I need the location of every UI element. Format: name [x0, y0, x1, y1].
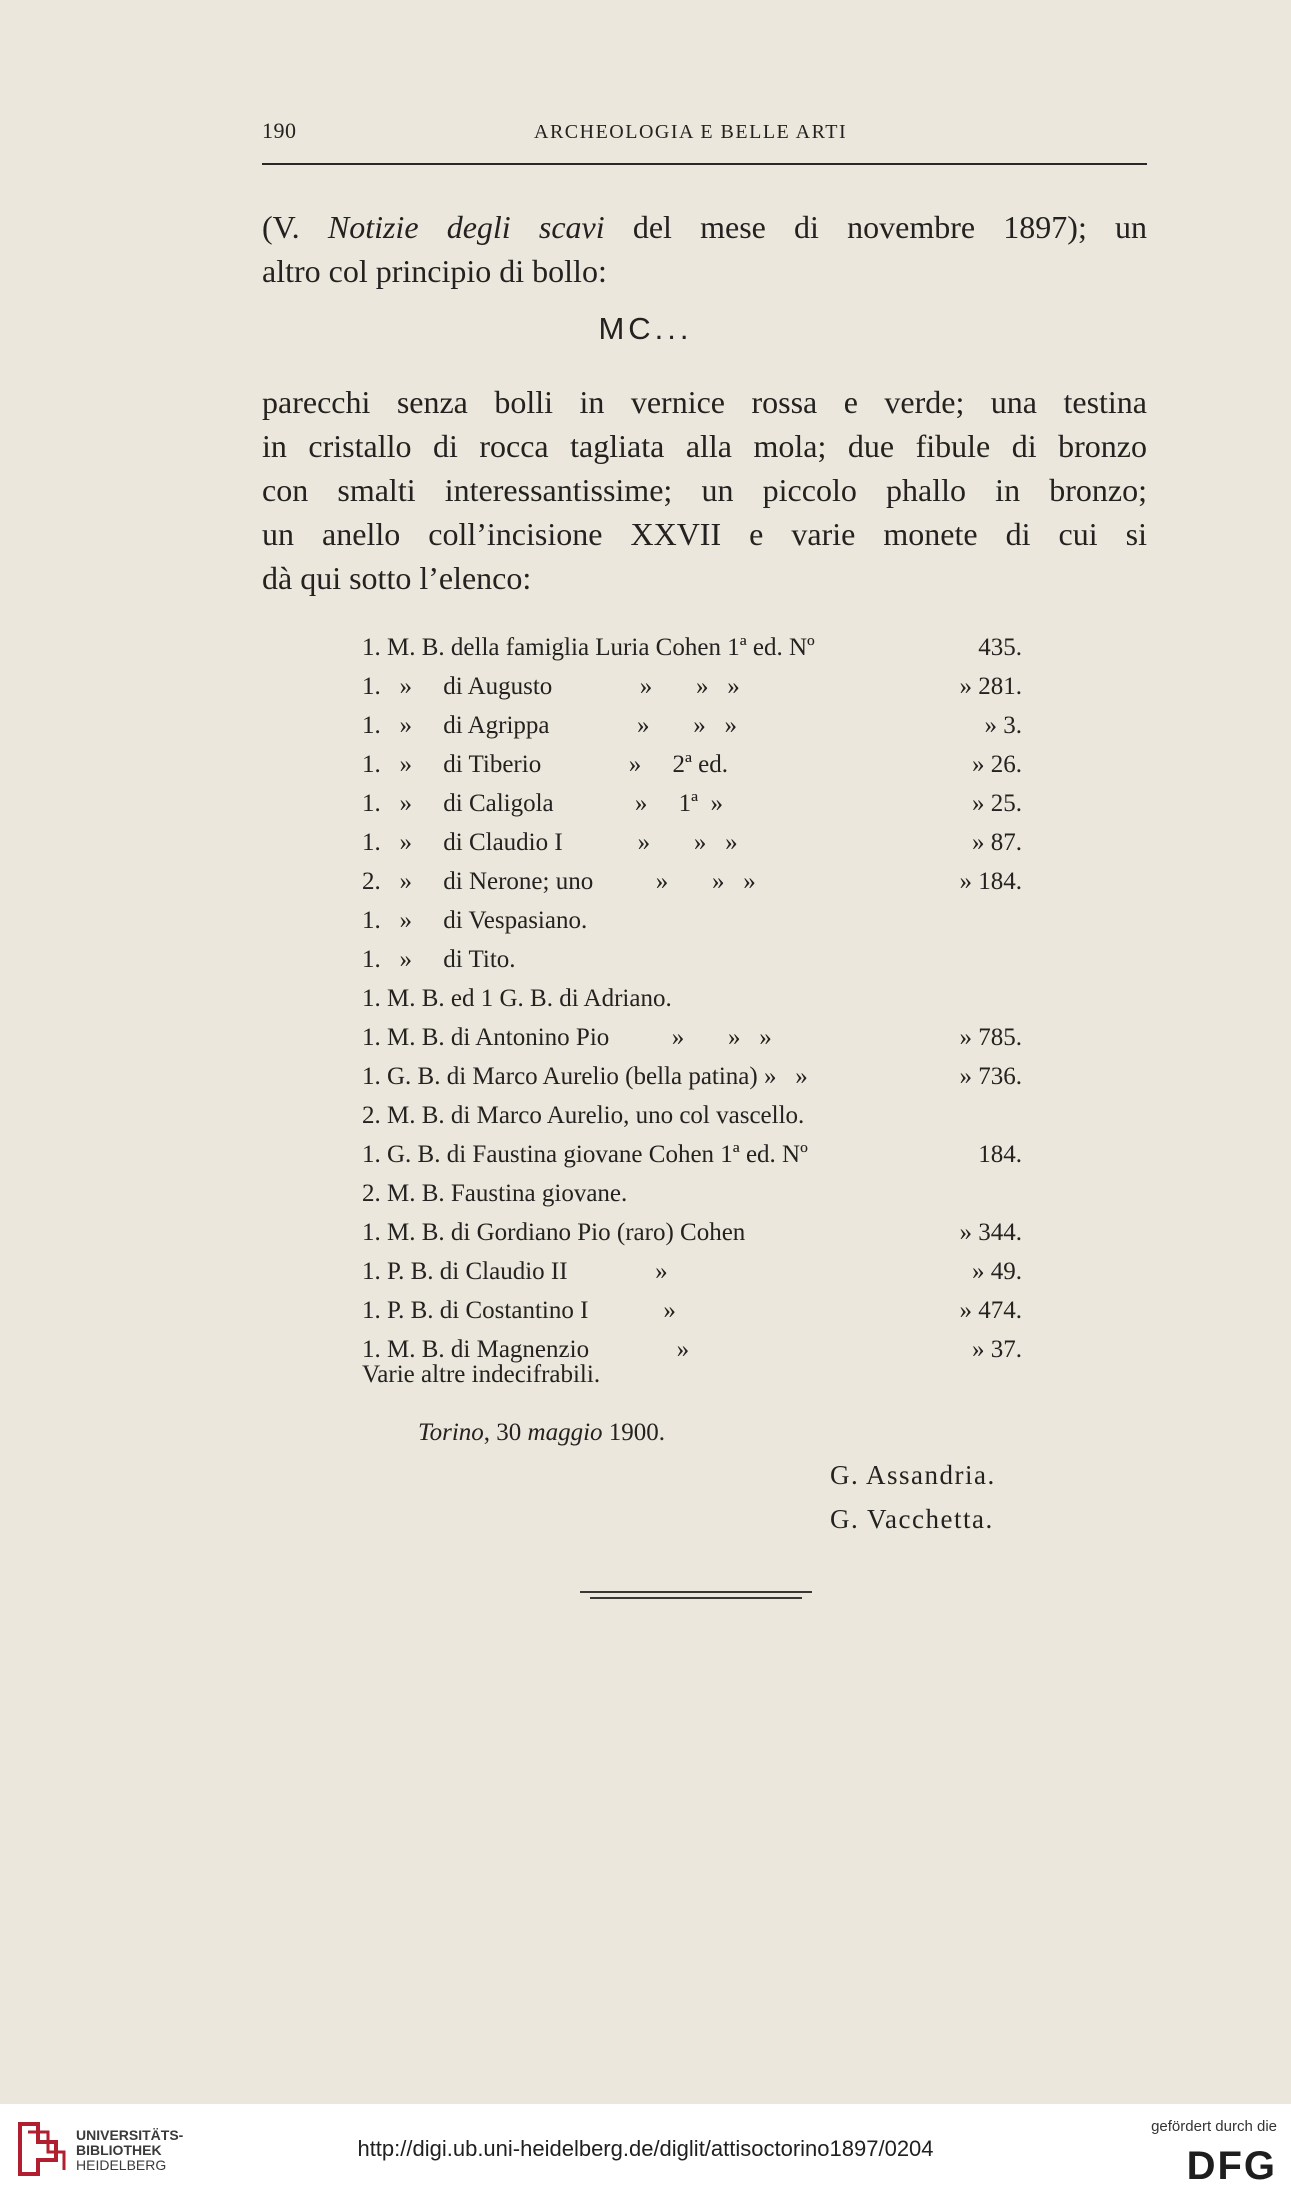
signature-assandria: G. Assandria.	[830, 1460, 996, 1490]
permalink[interactable]: http://digi.ub.uni-heidelberg.de/diglit/attisoctorino1897/0204	[357, 2136, 934, 2161]
coin-reference: » 25.	[972, 790, 1022, 817]
library-name-line: HEIDELBERG	[76, 2157, 167, 2173]
coin-list-item	[362, 1057, 1022, 1096]
viewer-footer	[0, 2104, 1291, 2195]
coin-list-item	[362, 979, 1022, 1018]
coin-description: 1. G. B. di Marco Aurelio (bella patina) » »	[362, 1063, 808, 1090]
coin-description: 1. P. B. di Claudio II »	[362, 1258, 668, 1285]
coin-description: 1. M. B. della famiglia Luria Cohen 1ª ed. Nº	[362, 634, 815, 661]
coin-list-closing: Varie altre indecifrabili.	[362, 1361, 601, 1388]
paragraph-intro	[262, 205, 1147, 293]
coin-description: 1. » di Agrippa » » »	[362, 712, 737, 739]
coin-reference: » 3.	[984, 712, 1022, 739]
paragraph-line: un anello coll’incisione XXVII e varie monete di cui si	[262, 516, 1147, 552]
coin-list-item	[362, 1252, 1022, 1291]
coin-list-item	[362, 1213, 1022, 1252]
text-run: del mese di novembre 1897); un	[604, 209, 1148, 245]
coin-description: 1. M. B. ed 1 G. B. di Adriano.	[362, 985, 672, 1012]
header-rule	[262, 163, 1147, 165]
coin-reference: » 474.	[959, 1297, 1022, 1324]
coin-reference: » 26.	[972, 751, 1022, 778]
page-number: 190	[262, 118, 297, 143]
coin-list-item	[362, 1135, 1022, 1174]
coin-description: 2. M. B. Faustina giovane.	[362, 1180, 628, 1207]
dateline-day: , 30	[483, 1419, 528, 1446]
coin-list-item	[362, 628, 1022, 667]
coin-list-item	[362, 1174, 1022, 1213]
dateline-month: maggio	[527, 1419, 603, 1446]
coin-description: 2. » di Nerone; uno » » »	[362, 868, 756, 895]
paragraph-line: altro col principio di bollo:	[262, 253, 607, 289]
coin-list-item	[362, 1096, 1022, 1135]
coin-description: 1. M. B. di Antonino Pio » » »	[362, 1024, 772, 1051]
coin-description: 1. M. B. di Magnenzio »	[362, 1336, 690, 1363]
coin-reference: » 344.	[959, 1219, 1022, 1246]
coin-reference: » 37.	[972, 1336, 1022, 1363]
coin-list-item	[362, 784, 1022, 823]
coin-list-item	[362, 823, 1022, 862]
coin-reference: » 281.	[959, 673, 1022, 700]
coin-reference: » 87.	[972, 829, 1022, 856]
coin-list-item	[362, 1291, 1022, 1330]
end-rule	[580, 1591, 812, 1593]
italic-title: Notizie degli scavi	[327, 209, 605, 245]
coin-list-item	[362, 862, 1022, 901]
coin-description: 1. P. B. di Costantino I »	[362, 1297, 676, 1324]
stamp-inscription: MC...	[598, 311, 693, 346]
funder-caption: gefördert durch die	[1151, 2118, 1277, 2135]
coin-list-item	[362, 706, 1022, 745]
coin-reference: 435.	[978, 634, 1022, 661]
coin-reference: » 785.	[959, 1024, 1022, 1051]
coin-description: 1. G. B. di Faustina giovane Cohen 1ª ed. Nº	[362, 1141, 808, 1168]
running-head: ARCHEOLOGIA E BELLE ARTI	[534, 121, 848, 143]
text-run: (V.	[262, 209, 328, 245]
coin-list-item	[362, 940, 1022, 979]
paragraph-line: parecchi senza bolli in vernice rossa e verde; una testina	[262, 384, 1147, 420]
dfg-logo: DFG	[1186, 2144, 1277, 2188]
coin-description: 1. » di Tiberio » 2ª ed.	[362, 751, 728, 778]
coin-reference: » 736.	[959, 1063, 1022, 1090]
dateline-place: Torino	[418, 1419, 484, 1446]
coin-reference: » 49.	[972, 1258, 1022, 1285]
dateline	[418, 1419, 665, 1447]
library-name-line: BIBLIOTHEK	[76, 2142, 162, 2158]
coin-description: 1. » di Caligola » 1ª »	[362, 790, 724, 817]
coin-description: 1. M. B. di Gordiano Pio (raro) Cohen	[362, 1219, 746, 1246]
coin-list-item	[362, 1018, 1022, 1057]
coin-list-item	[362, 667, 1022, 706]
coin-reference: 184.	[978, 1141, 1022, 1168]
library-name-line: UNIVERSITÄTS-	[76, 2127, 184, 2143]
paragraph-line: con smalti interessantissime; un piccolo phallo in bronzo;	[262, 472, 1147, 508]
coin-description: 1. » di Vespasiano.	[362, 907, 588, 934]
paragraph-line: dà qui sotto l’elenco:	[262, 560, 532, 596]
coin-reference: » 184.	[959, 868, 1022, 895]
coin-list-item	[362, 901, 1022, 940]
coin-list	[362, 628, 1022, 1369]
paragraph-line	[262, 205, 1147, 249]
coin-description: 1. » di Augusto » » »	[362, 673, 740, 700]
signature-vacchetta: G. Vacchetta.	[830, 1504, 994, 1534]
paragraph-findings	[262, 380, 1147, 600]
dateline-year: 1900.	[602, 1419, 666, 1446]
coin-description: 1. » di Claudio I » » »	[362, 829, 738, 856]
coin-description: 2. M. B. di Marco Aurelio, uno col vascello.	[362, 1102, 805, 1129]
paragraph-line: in cristallo di rocca tagliata alla mola; due fibule di bronzo	[262, 428, 1147, 464]
coin-list-item	[362, 745, 1022, 784]
end-rule	[590, 1597, 802, 1599]
coin-description: 1. » di Tito.	[362, 946, 516, 973]
